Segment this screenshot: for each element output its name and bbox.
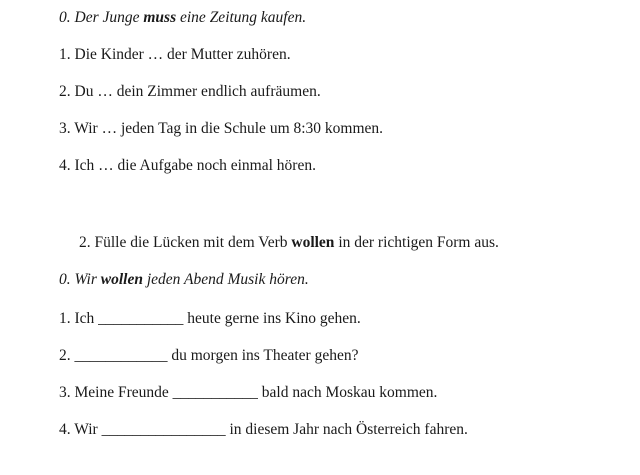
item-number: 4. xyxy=(59,157,71,174)
sentence-end: heute gerne ins Kino gehen. xyxy=(187,310,361,327)
answer-blank[interactable]: ____________ xyxy=(74,347,168,364)
sentence-end: du morgen ins Theater gehen? xyxy=(171,347,359,364)
exercise-item xyxy=(59,82,321,102)
sentence-end: in diesem Jahr nach Österreich fahren. xyxy=(229,421,468,438)
instruction-start: 2. Fülle die Lücken mit dem Verb xyxy=(79,234,288,251)
item-number: 1. xyxy=(59,310,71,327)
target-verb: wollen xyxy=(291,234,335,251)
sentence-end: eine Zeitung kaufen. xyxy=(180,9,307,26)
item-number: 1. xyxy=(59,46,71,63)
item-number: 3. xyxy=(59,120,71,137)
item-text: Ich … die Aufgabe noch einmal hören. xyxy=(74,157,316,174)
item-number: 2. xyxy=(59,347,71,364)
sentence-end: bald nach Moskau kommen. xyxy=(261,384,438,401)
answer-blank[interactable]: ________________ xyxy=(101,421,226,438)
fill-in-item xyxy=(59,420,468,440)
item-number: 2. xyxy=(59,83,71,100)
example-sentence-1 xyxy=(59,8,306,28)
exercise-item xyxy=(59,119,383,139)
item-text: Die Kinder … der Mutter zuhören. xyxy=(74,46,291,63)
example-verb: muss xyxy=(143,9,177,26)
item-text: Wir … jeden Tag in die Schule um 8:30 kommen. xyxy=(74,120,384,137)
item-number: 3. xyxy=(59,384,71,401)
example-sentence-2 xyxy=(59,270,309,290)
instruction-end: in der richtigen Form aus. xyxy=(338,234,499,251)
sentence-start: Wir xyxy=(74,271,97,288)
exercise-item xyxy=(59,45,291,65)
fill-in-item xyxy=(59,383,437,403)
example-verb: wollen xyxy=(100,271,143,288)
item-text: Du … dein Zimmer endlich aufräumen. xyxy=(74,83,321,100)
sentence-start: Meine Freunde xyxy=(74,384,169,401)
sentence-end: jeden Abend Musik hören. xyxy=(146,271,309,288)
sentence-start: Ich xyxy=(74,310,95,327)
exercise-item xyxy=(59,156,316,176)
fill-in-item xyxy=(59,309,361,329)
item-number: 0. xyxy=(59,9,71,26)
sentence-start: Wir xyxy=(74,421,98,438)
item-number: 4. xyxy=(59,421,71,438)
sentence-start: Der Junge xyxy=(74,9,140,26)
exercise-instruction xyxy=(79,233,499,253)
item-number: 0. xyxy=(59,271,71,288)
fill-in-item xyxy=(59,346,358,366)
answer-blank[interactable]: ___________ xyxy=(98,310,184,327)
answer-blank[interactable]: ___________ xyxy=(172,384,258,401)
